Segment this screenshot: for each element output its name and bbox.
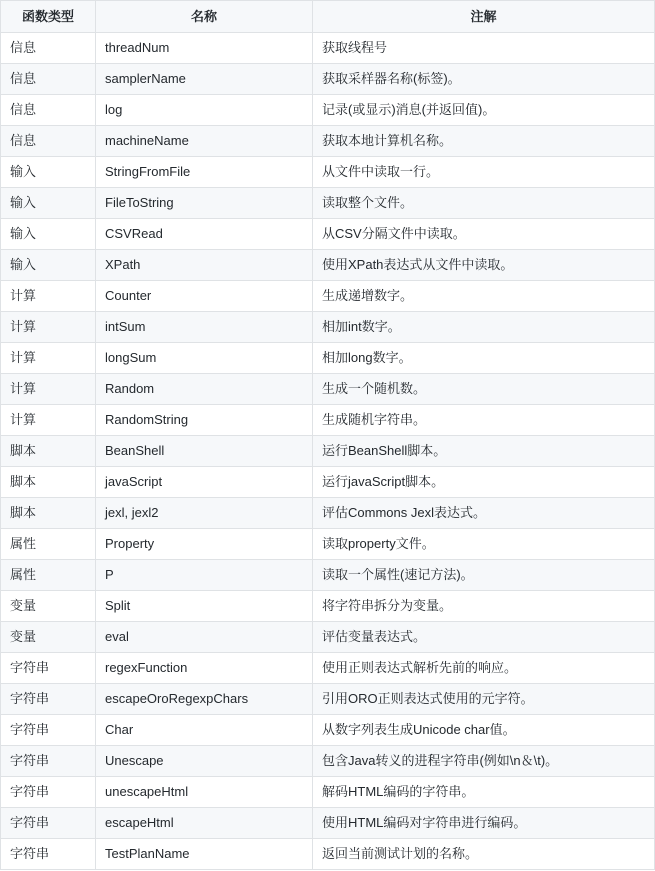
table-row bbox=[1, 312, 655, 343]
table-row bbox=[1, 157, 655, 188]
cell-function-type: 属性 bbox=[1, 529, 96, 560]
cell-description: 获取采样器名称(标签)。 bbox=[313, 64, 655, 95]
cell-description: 运行BeanShell脚本。 bbox=[313, 436, 655, 467]
cell-name: log bbox=[96, 95, 313, 126]
cell-function-type: 信息 bbox=[1, 33, 96, 64]
cell-name: Char bbox=[96, 715, 313, 746]
cell-function-type: 信息 bbox=[1, 95, 96, 126]
header-function-type: 函数类型 bbox=[1, 1, 96, 33]
table-row bbox=[1, 188, 655, 219]
cell-description: 返回当前测试计划的名称。 bbox=[313, 839, 655, 870]
cell-function-type: 脚本 bbox=[1, 498, 96, 529]
cell-description: 使用HTML编码对字符串进行编码。 bbox=[313, 808, 655, 839]
cell-function-type: 计算 bbox=[1, 343, 96, 374]
cell-function-type: 计算 bbox=[1, 312, 96, 343]
cell-name: P bbox=[96, 560, 313, 591]
header-description: 注解 bbox=[313, 1, 655, 33]
cell-name: BeanShell bbox=[96, 436, 313, 467]
cell-function-type: 输入 bbox=[1, 250, 96, 281]
cell-name: samplerName bbox=[96, 64, 313, 95]
table-row bbox=[1, 281, 655, 312]
cell-function-type: 属性 bbox=[1, 560, 96, 591]
table-row bbox=[1, 808, 655, 839]
table-row bbox=[1, 64, 655, 95]
cell-function-type: 信息 bbox=[1, 126, 96, 157]
cell-name: longSum bbox=[96, 343, 313, 374]
cell-name: Property bbox=[96, 529, 313, 560]
table-row bbox=[1, 467, 655, 498]
cell-function-type: 计算 bbox=[1, 281, 96, 312]
table-row bbox=[1, 498, 655, 529]
cell-description: 包含Java转义的进程字符串(例如\n＆\t)。 bbox=[313, 746, 655, 777]
header-row bbox=[1, 1, 655, 33]
table-row bbox=[1, 126, 655, 157]
cell-description: 解码HTML编码的字符串。 bbox=[313, 777, 655, 808]
cell-name: Counter bbox=[96, 281, 313, 312]
cell-name: jexl, jexl2 bbox=[96, 498, 313, 529]
table-row bbox=[1, 250, 655, 281]
cell-description: 使用XPath表达式从文件中读取。 bbox=[313, 250, 655, 281]
cell-name: javaScript bbox=[96, 467, 313, 498]
cell-name: FileToString bbox=[96, 188, 313, 219]
cell-function-type: 计算 bbox=[1, 405, 96, 436]
cell-description: 从文件中读取一行。 bbox=[313, 157, 655, 188]
table-row bbox=[1, 777, 655, 808]
cell-function-type: 信息 bbox=[1, 64, 96, 95]
cell-function-type: 脚本 bbox=[1, 467, 96, 498]
table-row bbox=[1, 33, 655, 64]
cell-name: Split bbox=[96, 591, 313, 622]
cell-name: Unescape bbox=[96, 746, 313, 777]
cell-name: XPath bbox=[96, 250, 313, 281]
cell-name: machineName bbox=[96, 126, 313, 157]
cell-function-type: 计算 bbox=[1, 374, 96, 405]
cell-description: 评估变量表达式。 bbox=[313, 622, 655, 653]
cell-function-type: 脚本 bbox=[1, 436, 96, 467]
cell-function-type: 输入 bbox=[1, 219, 96, 250]
table-row bbox=[1, 374, 655, 405]
cell-description: 引用ORO正则表达式使用的元字符。 bbox=[313, 684, 655, 715]
cell-description: 生成递增数字。 bbox=[313, 281, 655, 312]
cell-name: eval bbox=[96, 622, 313, 653]
cell-function-type: 输入 bbox=[1, 188, 96, 219]
cell-description: 从数字列表生成Unicode char值。 bbox=[313, 715, 655, 746]
cell-name: regexFunction bbox=[96, 653, 313, 684]
cell-name: intSum bbox=[96, 312, 313, 343]
cell-description: 获取线程号 bbox=[313, 33, 655, 64]
cell-name: escapeOroRegexpChars bbox=[96, 684, 313, 715]
cell-name: StringFromFile bbox=[96, 157, 313, 188]
cell-description: 相加long数字。 bbox=[313, 343, 655, 374]
cell-description: 记录(或显示)消息(并返回值)。 bbox=[313, 95, 655, 126]
cell-description: 读取property文件。 bbox=[313, 529, 655, 560]
table-row bbox=[1, 684, 655, 715]
cell-function-type: 输入 bbox=[1, 157, 96, 188]
table-header bbox=[1, 1, 655, 33]
cell-name: unescapeHtml bbox=[96, 777, 313, 808]
table-row bbox=[1, 653, 655, 684]
cell-name: RandomString bbox=[96, 405, 313, 436]
table-row bbox=[1, 591, 655, 622]
cell-description: 生成一个随机数。 bbox=[313, 374, 655, 405]
table-row bbox=[1, 622, 655, 653]
cell-function-type: 字符串 bbox=[1, 746, 96, 777]
cell-function-type: 字符串 bbox=[1, 808, 96, 839]
table-row bbox=[1, 529, 655, 560]
cell-description: 读取整个文件。 bbox=[313, 188, 655, 219]
cell-description: 读取一个属性(速记方法)。 bbox=[313, 560, 655, 591]
cell-function-type: 字符串 bbox=[1, 684, 96, 715]
cell-description: 从CSV分隔文件中读取。 bbox=[313, 219, 655, 250]
cell-name: threadNum bbox=[96, 33, 313, 64]
cell-description: 生成随机字符串。 bbox=[313, 405, 655, 436]
cell-description: 使用正则表达式解析先前的响应。 bbox=[313, 653, 655, 684]
cell-name: escapeHtml bbox=[96, 808, 313, 839]
cell-function-type: 变量 bbox=[1, 591, 96, 622]
cell-description: 运行javaScript脚本。 bbox=[313, 467, 655, 498]
cell-description: 将字符串拆分为变量。 bbox=[313, 591, 655, 622]
cell-function-type: 变量 bbox=[1, 622, 96, 653]
cell-function-type: 字符串 bbox=[1, 777, 96, 808]
table-row bbox=[1, 746, 655, 777]
table-row bbox=[1, 343, 655, 374]
table-row bbox=[1, 95, 655, 126]
cell-name: CSVRead bbox=[96, 219, 313, 250]
cell-function-type: 字符串 bbox=[1, 839, 96, 870]
cell-name: Random bbox=[96, 374, 313, 405]
table-row bbox=[1, 715, 655, 746]
cell-description: 相加int数字。 bbox=[313, 312, 655, 343]
table-row bbox=[1, 839, 655, 870]
cell-function-type: 字符串 bbox=[1, 715, 96, 746]
table-row bbox=[1, 560, 655, 591]
table-row bbox=[1, 405, 655, 436]
table-body bbox=[1, 33, 655, 870]
table-row bbox=[1, 219, 655, 250]
header-name: 名称 bbox=[96, 1, 313, 33]
cell-function-type: 字符串 bbox=[1, 653, 96, 684]
cell-description: 获取本地计算机名称。 bbox=[313, 126, 655, 157]
cell-description: 评估Commons Jexl表达式。 bbox=[313, 498, 655, 529]
table-row bbox=[1, 436, 655, 467]
cell-name: TestPlanName bbox=[96, 839, 313, 870]
